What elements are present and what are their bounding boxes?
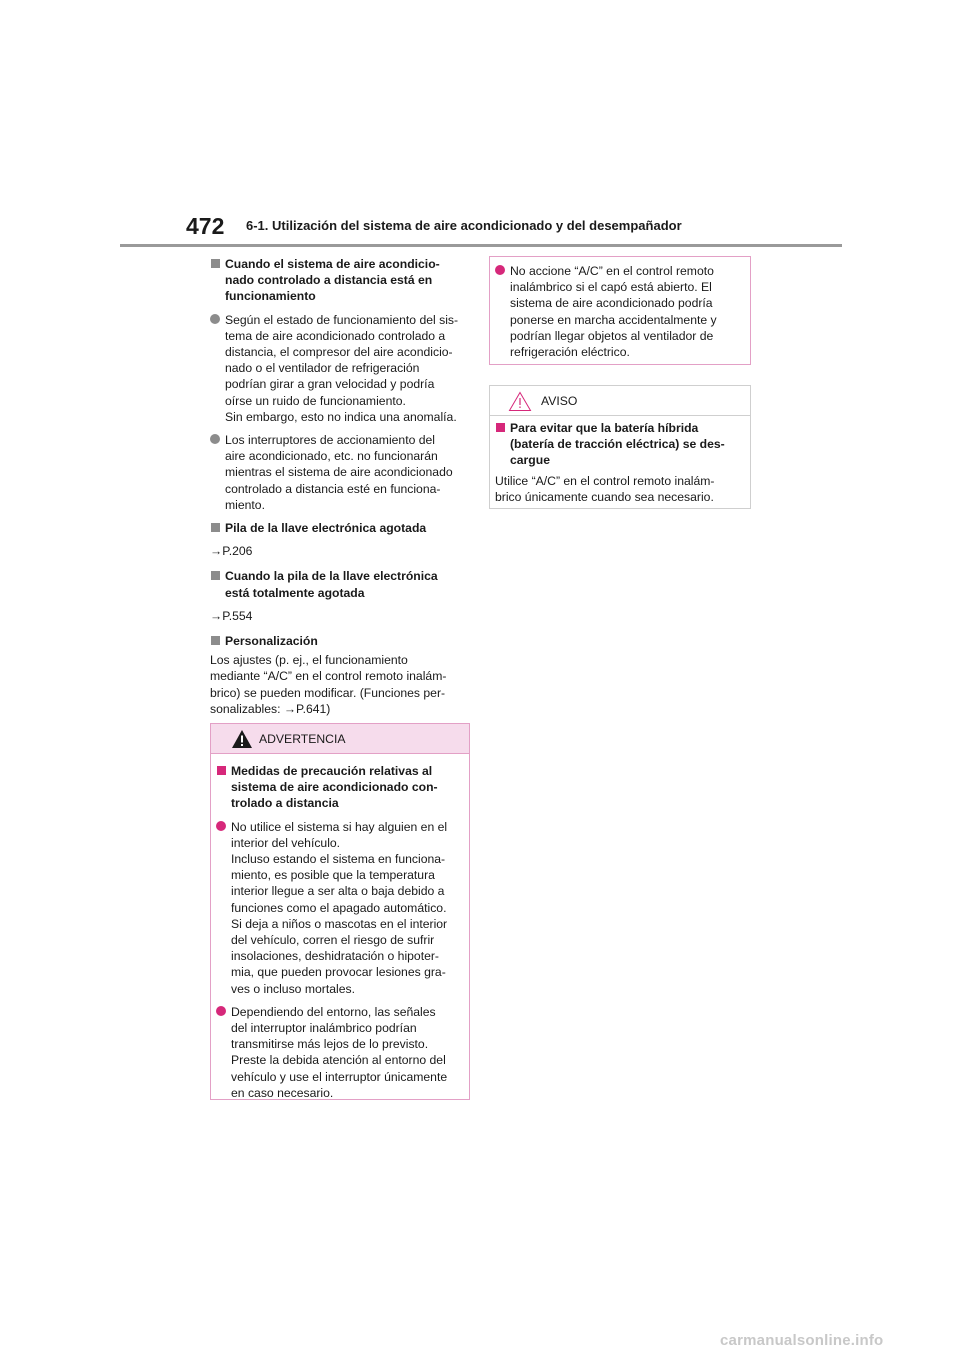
bullet-occupants-warning: No utilice el sistema si hay alguien en el interior del vehículo. Incluso estando el sistema en funciona- miento, es posible que la temperatura interior llegue a ser alta o baja debido a funciones como el apagado automático. Si deja a niños o mascotas en el interior del vehículo, corren el riesgo de sufrir insolaciones, deshidratación o hipoter- mia, que pueden provocar lesiones gra- ves o incluso mortales.	[216, 819, 461, 997]
square-bullet-icon	[211, 571, 220, 580]
left-column	[210, 256, 470, 724]
notice-box	[489, 385, 751, 509]
bullet-hood-open: No accione “A/C” en el control remoto inalámbrico si el capó está abierto. El sistema de aire acondicionado podría ponerse en marcha accidentalmente y podrían llegar objetos al ventilador de refrigeración eléctrico.	[495, 263, 742, 360]
bullet-signal-range: Dependiendo del entorno, las señales del interruptor inalámbrico podrían transmitirse más lejos de lo previsto. Preste la debida atención al entorno del vehículo y use el interruptor únicamente en caso necesario.	[216, 1004, 461, 1101]
heading-remote-ac-operation: Cuando el sistema de aire acondicio- nado controlado a distancia está en funcionamiento	[210, 256, 470, 305]
heading-precautions: Medidas de precaución relativas al sistema de aire acondicionado con- trolado a distancia	[216, 763, 461, 812]
page-reference[interactable]: →P.554	[210, 608, 253, 623]
notice-triangle-icon	[508, 391, 532, 412]
watermark: carmanualsonline.info	[720, 1332, 884, 1349]
page-number: 472	[186, 213, 225, 239]
section-title: 6-1. Utilización del sistema de aire acondicionado y del desempañador	[246, 218, 682, 233]
notice-header	[490, 386, 750, 416]
round-bullet-icon	[210, 434, 220, 444]
warning-continuation-box	[489, 256, 751, 365]
round-bullet-icon	[495, 265, 505, 275]
notice-label: AVISO	[541, 394, 578, 408]
square-bullet-icon	[211, 523, 220, 532]
round-bullet-icon	[216, 821, 226, 831]
bullet-switches-inactive: Los interruptores de accionamiento del aire acondicionado, etc. no funcionarán mientras el sistema de aire acondicionado controlado a distancia esté en funciona- miento.	[210, 432, 470, 513]
bullet-compressor-noise: Según el estado de funcionamiento del sis- tema de aire acondicionado controlado a distancia, el compresor del aire acondicio- nado o el ventilador de refrigeración podrían girar a gran velocidad y podría oírse un ruido de funcionamiento. Sin embargo, esto no indica una anomalía.	[210, 312, 470, 425]
round-bullet-icon	[210, 314, 220, 324]
warning-triangle-icon	[231, 729, 253, 749]
heading-key-battery-fully-depleted: Cuando la pila de la llave electrónica está totalmente agotada	[210, 568, 470, 600]
square-bullet-icon	[217, 766, 226, 775]
square-bullet-icon	[211, 259, 220, 268]
heading-key-battery-depleted: Pila de la llave electrónica agotada	[210, 520, 470, 536]
square-bullet-icon	[496, 423, 505, 432]
warning-box	[210, 723, 470, 1100]
heading-customization: Personalización	[210, 633, 470, 649]
notice-body	[490, 416, 750, 505]
warning-header	[211, 724, 469, 754]
warning-label: ADVERTENCIA	[259, 732, 346, 746]
round-bullet-icon	[216, 1006, 226, 1016]
heading-hybrid-battery: Para evitar que la batería híbrida (batería de tracción eléctrica) se des- cargue	[495, 420, 742, 469]
header-divider	[120, 244, 842, 247]
warning-body	[211, 754, 469, 1101]
square-bullet-icon	[211, 636, 220, 645]
page-reference[interactable]: →P.206	[210, 544, 253, 559]
paragraph-use-ac-when-necessary: Utilice “A/C” en el control remoto inalám- brico únicamente cuando sea necesario.	[495, 473, 715, 504]
paragraph-customization: Los ajustes (p. ej., el funcionamiento mediante “A/C” en el control remoto inalám- brico) se pueden modificar. (Funciones per- sonalizables: →P.641)	[210, 653, 447, 716]
